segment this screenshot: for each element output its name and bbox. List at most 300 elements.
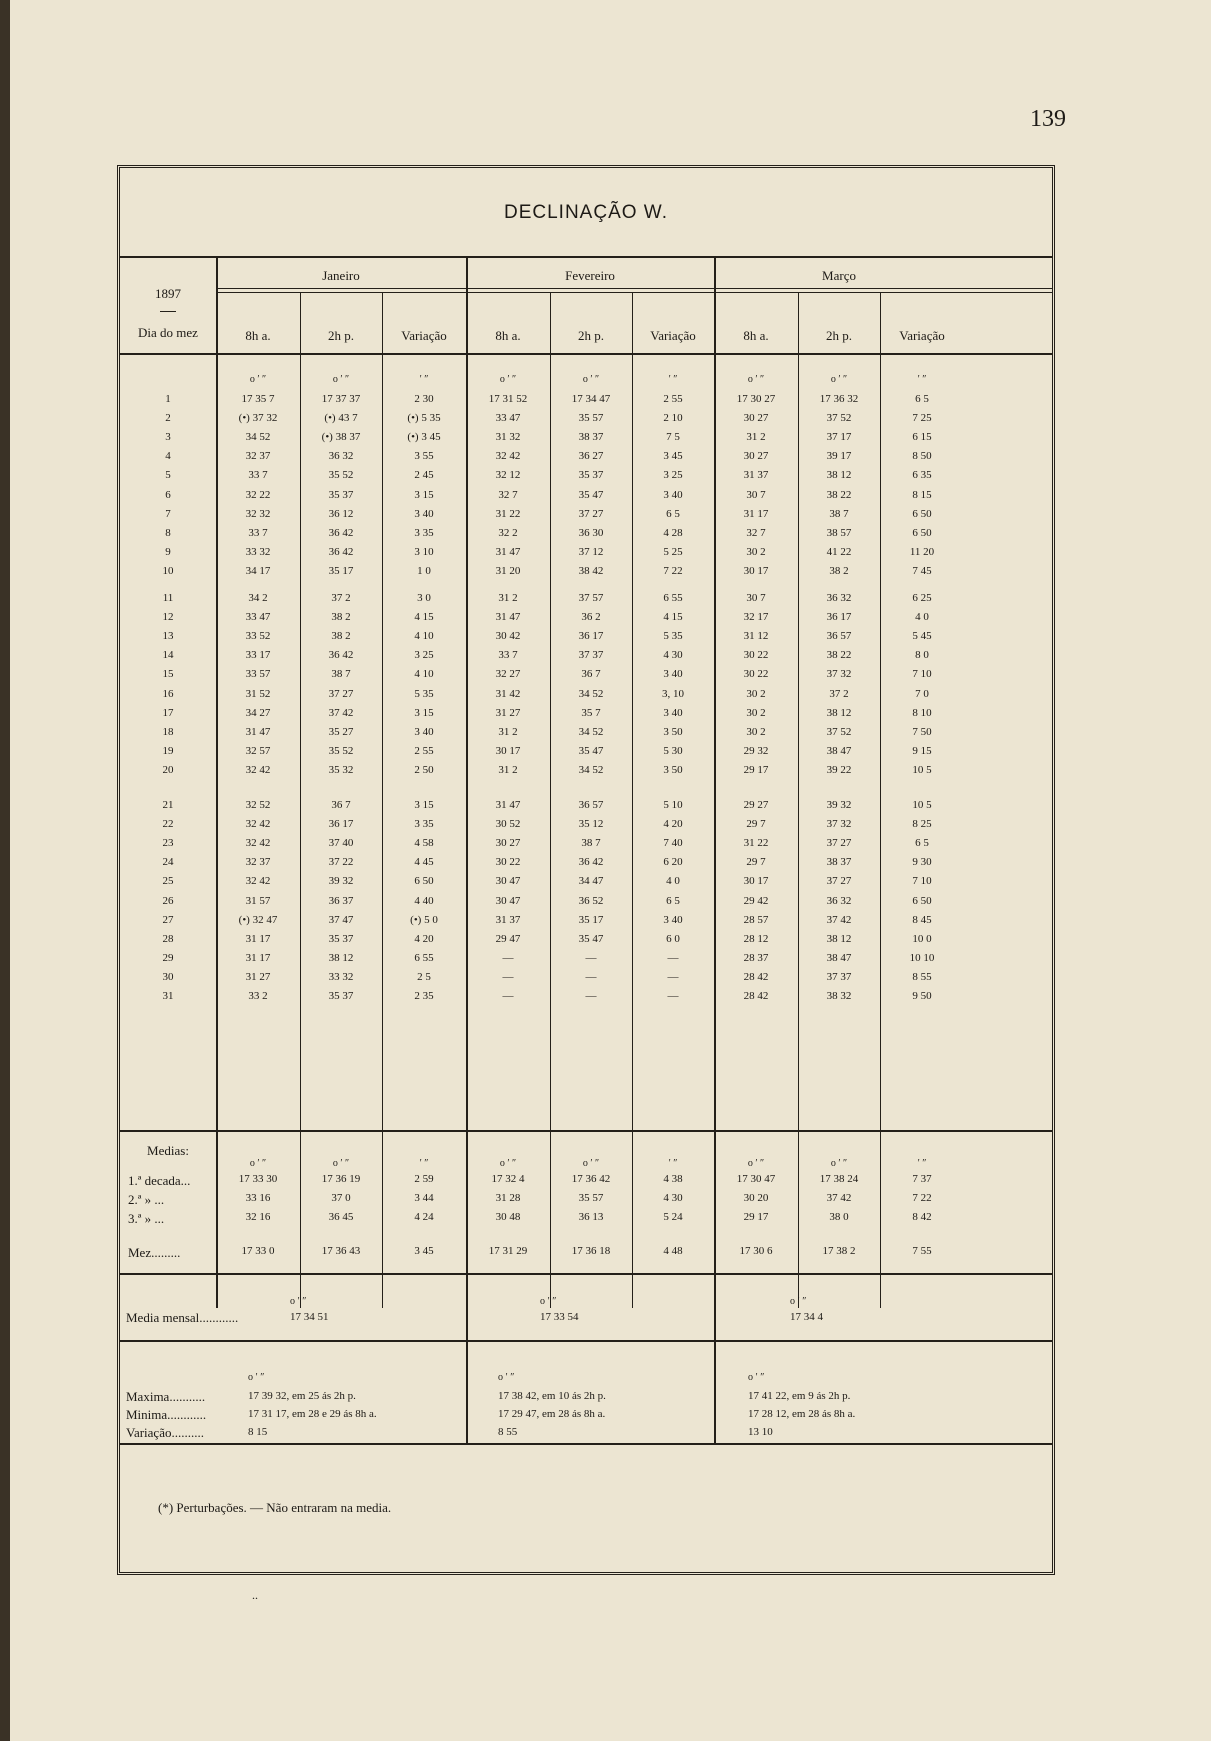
table-cell: 36 32 [826,592,852,604]
mez-cell: 17 36 43 [321,1245,361,1257]
table-cell: 4 45 [414,856,434,869]
table-cell: 35 57 [578,412,604,425]
table-cell: 32 42 [245,875,271,888]
table-cell: 32 52 [245,799,271,811]
day-number: 16 [162,687,174,700]
table-cell: 6 5 [915,837,929,850]
table-cell: 39 32 [826,799,852,811]
table-cell: 6 20 [663,856,683,869]
table-cell: 37 27 [826,875,852,888]
table-cell: 37 32 [826,668,852,681]
table-cell: 3 15 [414,488,434,501]
table-cell: 7 5 [666,431,680,444]
table-cell: 5 25 [663,545,683,558]
extreme-value: 17 28 12, em 28 ás 8h a. [748,1408,856,1420]
table-cell: 37 37 [578,649,604,662]
day-number: 18 [162,725,174,738]
table-cell: 31 27 [245,970,271,983]
table-cell: 2 45 [414,469,434,482]
mez-cell: 17 36 18 [571,1245,611,1257]
table-cell: 38 42 [578,564,604,577]
table-cell: 37 27 [826,837,852,850]
table-cell: 30 27 [495,837,521,850]
day-number: 17 [162,706,174,719]
table-cell: (•) 43 7 [324,412,358,425]
table-cell: 37 22 [328,856,354,869]
table-cell: 37 40 [328,837,354,850]
rule-line [120,353,1052,355]
table-cell: 34 27 [245,706,271,719]
table-cell: 34 2 [248,592,268,604]
table-cell: 3 40 [663,706,683,719]
medias-cell: 17 36 42 [571,1173,611,1185]
medias-cell: 7 37 [912,1173,932,1185]
table-cell: 17 34 47 [571,393,611,405]
table-cell: 31 2 [746,431,766,444]
unit-mark: o ′ ″ [747,374,765,385]
table-cell: 30 2 [746,725,766,738]
table-cell: 8 55 [912,970,932,983]
table-cell: 38 12 [826,706,852,719]
table-cell: 35 27 [328,725,354,738]
table-cell: 32 7 [746,526,766,539]
medias-row-label: 1.ª decada... [128,1173,191,1188]
medias-cell: 35 57 [578,1192,604,1204]
table-cell: 35 47 [578,932,604,945]
table-cell: 8 50 [912,450,932,463]
table-cell: 38 47 [826,951,852,964]
day-number: 12 [162,611,174,624]
table-cell: 35 52 [328,744,354,757]
day-number: 15 [162,668,174,681]
table-cell: (•) 32 47 [238,913,278,926]
media-mensal-label: Media mensal............ [126,1310,239,1325]
table-cell: 4 0 [915,611,929,624]
table-cell: 33 47 [495,412,521,425]
table-cell: 30 2 [746,687,766,700]
table-cell: 35 47 [578,744,604,757]
table-cell: — [667,970,679,983]
day-number: 26 [162,894,174,907]
medias-cell: 17 32 4 [491,1173,525,1185]
medias-cell: 4 38 [663,1173,683,1185]
table-cell: 4 0 [666,875,680,888]
table-cell: 7 50 [912,725,932,738]
month-header-março: Março [822,268,856,283]
table-cell: 39 32 [328,875,354,888]
table-cell: 32 42 [245,763,271,776]
unit-mark: o ′ ″ [332,374,350,385]
medias-cell: 7 22 [912,1192,932,1204]
page-number: 139 [1030,106,1066,132]
table-cell: 17 36 32 [819,393,859,405]
table-cell: 3 15 [414,799,434,811]
mez-cell: 3 45 [414,1245,434,1257]
table-cell: 7 0 [915,687,929,700]
rule-line [120,1130,1052,1132]
extreme-label: Maxima........... [126,1389,206,1404]
medias-cell: 37 42 [826,1192,852,1204]
sub-header: Variação [650,328,696,343]
table-cell: 34 47 [578,875,604,888]
table-cell: 3 45 [663,450,683,463]
table-cell: 32 7 [498,488,518,501]
day-number: 10 [162,564,174,577]
table-cell: 33 2 [248,990,268,1002]
sub-header: 2h p. [826,328,852,343]
table-cell: — [502,951,514,964]
medias-cell: 30 20 [743,1192,769,1204]
table-cell: 36 30 [578,526,604,539]
table-cell: 38 2 [331,611,351,624]
table-cell: 4 10 [414,630,434,643]
table-cell: 3 35 [414,526,434,539]
rule-line [120,1443,1052,1445]
table-cell: 33 7 [248,526,268,539]
rule-line [120,256,1052,258]
table-cell: 5 45 [912,630,932,643]
table-cell: 30 17 [495,744,521,757]
table-cell: (•) 5 0 [410,913,438,926]
table-cell: 6 0 [666,932,680,945]
extreme-label: Variação.......... [126,1425,204,1440]
month-header-janeiro: Janeiro [322,268,360,283]
table-cell: 32 37 [245,450,271,463]
year-underline [160,311,176,312]
mez-cell: 17 31 29 [488,1245,528,1257]
medias-cell: 8 42 [912,1211,932,1223]
media-mensal-value: 17 33 54 [540,1311,579,1323]
table-cell: 38 22 [826,488,852,501]
medias-cell: 33 16 [245,1192,271,1204]
table-cell: 6 15 [912,431,932,444]
table-cell: 36 27 [578,450,604,463]
unit-mark: o ′ ″ [332,1158,350,1169]
table-cell: 32 37 [245,856,271,869]
column-rule [714,1273,716,1443]
table-cell: 31 37 [495,913,521,926]
day-number: 8 [165,526,171,539]
table-cell: 38 37 [578,431,604,444]
unit-mark: ′ ″ [668,1158,678,1169]
media-mensal-value: 17 34 51 [290,1311,329,1323]
table-cell: 7 25 [912,412,932,425]
day-number: 29 [162,951,174,964]
day-number: 23 [162,837,174,850]
table-cell: 34 52 [245,431,271,444]
table-cell: 6 5 [915,393,929,405]
medias-cell: 17 33 30 [238,1173,278,1185]
table-cell: 36 57 [826,630,852,643]
day-number: 27 [162,913,174,926]
table-cell: 6 50 [912,507,932,520]
medias-cell: 36 13 [578,1211,604,1223]
unit-mark: ′ ″ [668,374,678,385]
table-cell: 37 57 [578,592,604,604]
table-cell: 11 20 [909,545,935,558]
day-number: 9 [165,545,171,558]
declination-table [117,165,1055,1575]
table-cell: — [502,970,514,983]
unit-mark: o ′ ″ [747,1158,765,1169]
table-cell: 31 20 [495,564,521,577]
table-cell: 31 22 [495,507,521,520]
table-cell: 37 42 [826,913,852,926]
table-cell: 30 7 [746,488,766,501]
sub-header: Variação [899,328,945,343]
table-cell: 10 0 [912,932,932,945]
table-cell: 39 22 [826,763,852,776]
table-cell: 4 15 [414,611,434,624]
unit-mark: o ′ ″ [582,374,600,385]
day-number: 22 [162,818,174,831]
bottom-mark: .. [252,1588,258,1602]
table-cell: 30 22 [743,668,769,681]
table-cell: (•) 37 32 [238,412,278,425]
table-cell: 32 42 [495,450,521,463]
table-cell: 34 52 [578,687,604,700]
table-cell: 8 25 [912,818,932,831]
medias-cell: 3 44 [414,1192,434,1204]
table-cell: 35 12 [578,818,604,831]
table-cell: — [585,990,597,1002]
table-cell: 5 10 [663,799,683,811]
table-cell: 31 2 [498,592,518,604]
table-cell: 4 20 [663,818,683,831]
table-cell: 35 17 [578,913,604,926]
day-number: 2 [165,412,171,425]
table-cell: 38 2 [331,630,351,643]
table-cell: 31 42 [495,687,521,700]
medias-row-label: 3.ª » ... [128,1211,165,1226]
table-cell: 31 47 [495,611,521,624]
table-cell: 33 52 [245,630,271,643]
table-cell: 2 5 [417,970,431,983]
day-number: 4 [165,450,171,463]
row-header: Dia do mez [138,325,198,340]
table-cell: 29 47 [495,932,521,945]
month-header-fevereiro: Fevereiro [565,268,615,283]
table-cell: 31 2 [498,763,518,776]
medias-cell: 31 28 [495,1192,521,1204]
table-cell: 7 45 [912,564,932,577]
table-cell: 2 35 [414,990,434,1002]
table-cell: 33 57 [245,668,271,681]
table-cell: 31 52 [245,687,271,700]
medias-cell: 17 36 19 [321,1173,361,1185]
table-cell: 31 12 [743,630,769,643]
unit-mark: o ′ ″ [290,1296,307,1307]
table-cell: 4 58 [414,837,434,850]
table-cell: 3 40 [663,913,683,926]
table-cell: 38 7 [331,668,351,681]
unit-mark: o ′ ″ [830,1158,848,1169]
table-cell: 1 0 [417,564,431,577]
medias-cell: 32 16 [245,1211,271,1223]
table-cell: 35 37 [328,488,354,501]
table-cell: 35 7 [581,706,601,719]
table-cell: 9 15 [912,744,932,757]
table-cell: 37 2 [331,592,351,604]
table-cell: 8 10 [912,706,932,719]
table-cell: 38 57 [826,526,852,539]
table-cell: 2 55 [663,393,683,405]
table-cell: 36 52 [578,894,604,907]
table-cell: 32 42 [245,818,271,831]
sub-header: 2h p. [578,328,604,343]
table-cell: 37 52 [826,725,852,738]
table-cell: 4 10 [414,668,434,681]
table-cell: 38 22 [826,649,852,662]
table-cell: 30 27 [743,412,769,425]
table-cell: 33 32 [328,970,354,983]
table-cell: 36 42 [328,526,354,539]
table-cell: 31 17 [245,951,271,964]
unit-mark: ′ ″ [419,374,429,385]
table-cell: 37 27 [578,507,604,520]
table-cell: — [667,951,679,964]
table-cell: 6 25 [912,592,932,604]
table-cell: 31 37 [743,469,769,482]
mez-cell: 17 30 6 [739,1245,773,1257]
table-cell: 6 55 [663,592,683,604]
medias-cell: 4 24 [414,1211,434,1223]
table-cell: 3 40 [414,507,434,520]
mez-cell: 4 48 [663,1245,683,1257]
table-cell: 36 2 [581,611,601,624]
table-cell: 37 47 [328,913,354,926]
unit-mark: ′ ″ [917,1158,927,1169]
day-number: 25 [162,875,174,888]
day-number: 5 [165,469,171,482]
sub-header: Variação [401,328,447,343]
table-cell: 32 27 [495,668,521,681]
table-cell: 10 5 [912,799,932,811]
table-cell: 28 57 [743,913,769,926]
unit-mark: o ′ ″ [748,1372,765,1383]
table-cell: 30 2 [746,706,766,719]
table-cell: — [585,970,597,983]
table-cell: 37 12 [578,545,604,558]
table-cell: 29 17 [743,763,769,776]
sub-header: 2h p. [328,328,354,343]
table-cell: 3 50 [663,725,683,738]
table-cell: 32 32 [245,507,271,520]
table-cell: 35 47 [578,488,604,501]
table-cell: 35 17 [328,564,354,577]
table-cell: 35 37 [328,990,354,1002]
table-cell: 35 52 [328,469,354,482]
mez-cell: 7 55 [912,1245,932,1257]
table-cell: 17 31 52 [488,393,528,405]
table-cell: 31 47 [495,545,521,558]
sub-header: 8h a. [245,328,271,343]
table-cell: 5 35 [663,630,683,643]
table-cell: 3 40 [663,488,683,501]
table-cell: 28 37 [743,951,769,964]
media-mensal-value: 17 34 4 [790,1311,823,1323]
table-cell: 30 47 [495,875,521,888]
unit-mark: o ′ ″ [248,1372,265,1383]
table-cell: 5 35 [414,687,434,700]
table-cell: 36 7 [331,799,351,811]
table-cell: 4 15 [663,611,683,624]
table-cell: 8 45 [912,913,932,926]
unit-mark: o ′ ″ [499,1158,517,1169]
table-cell: 36 57 [578,799,604,811]
unit-mark: o ′ ″ [499,374,517,385]
table-cell: 3 55 [414,450,434,463]
table-cell: 30 42 [495,630,521,643]
table-cell: 30 17 [743,875,769,888]
extreme-value: 17 31 17, em 28 e 29 ás 8h a. [248,1408,377,1420]
table-cell: 31 17 [245,932,271,945]
table-cell: 28 42 [743,970,769,983]
table-cell: 36 42 [328,649,354,662]
table-cell: 38 7 [829,507,849,520]
table-cell: 6 5 [666,894,680,907]
table-cell: 33 7 [248,469,268,482]
table-cell: 29 32 [743,744,769,757]
day-number: 3 [165,431,171,444]
medias-label: Medias: [147,1143,189,1158]
day-number: 19 [162,744,174,757]
medias-cell: 2 59 [414,1173,434,1185]
table-cell: 38 12 [826,469,852,482]
table-cell: 31 17 [743,507,769,520]
table-cell: 32 42 [245,837,271,850]
sub-header: 8h a. [743,328,769,343]
medias-cell: 30 48 [495,1211,521,1223]
table-cell: 6 50 [414,875,434,888]
extreme-value: 17 39 32, em 25 ás 2h p. [248,1390,356,1402]
table-cell: 33 7 [498,649,518,662]
table-cell: 4 30 [663,649,683,662]
table-cell: 35 37 [578,469,604,482]
medias-cell: 17 38 24 [819,1173,859,1185]
table-cell: 35 32 [328,763,354,776]
table-cell: 7 10 [912,875,932,888]
rule-line [216,292,1052,293]
day-number: 6 [165,488,171,501]
table-cell: 17 37 37 [321,393,361,405]
table-cell: 32 2 [498,526,518,539]
table-cell: 10 5 [912,763,932,776]
extreme-value: 13 10 [748,1426,773,1438]
extreme-value: 17 29 47, em 28 ás 8h a. [498,1408,606,1420]
table-cell: 37 2 [829,687,849,700]
table-cell: 38 12 [826,932,852,945]
table-cell: 5 30 [663,744,683,757]
table-cell: 9 50 [912,990,932,1002]
table-cell: 36 32 [328,450,354,463]
table-cell: 7 40 [663,837,683,850]
unit-mark: o ′ ″ [249,374,267,385]
table-cell: 3 25 [414,649,434,662]
table-cell: 31 27 [495,706,521,719]
table-cell: 38 32 [826,990,852,1002]
table-cell: 31 32 [495,431,521,444]
table-cell: 7 22 [663,564,683,577]
table-cell: 29 42 [743,894,769,907]
table-cell: (•) 3 45 [407,431,441,444]
unit-mark: o ′ ″ [790,1296,807,1307]
table-cell: 33 47 [245,611,271,624]
table-cell: 36 37 [328,894,354,907]
rule-line [120,1340,1052,1342]
extreme-label: Minima............ [126,1407,207,1422]
column-rule [466,1273,468,1443]
